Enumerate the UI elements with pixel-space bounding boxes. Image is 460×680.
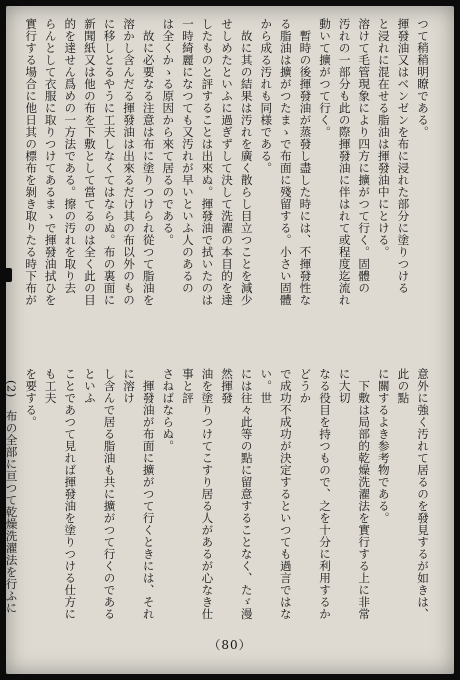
text-column: 動いて擴がつて行く。: [318, 18, 333, 138]
text-column: 揮發油又はベンゼンを布に浸れた部分に塗りつける: [396, 18, 411, 294]
text-column: せしめたといふに過ぎずして決して洗濯の本目的を達: [220, 18, 235, 306]
text-column: 的を達せん爲めの一方法である。擦の汚れを取り去: [63, 18, 78, 294]
text-column: ことであつて見れば揮發油を塗りつける仕方にも工夫: [43, 368, 78, 620]
text-column: 故に必要なる注意は布に塗りつけられ從つて脂油を: [141, 18, 156, 306]
text-column: を要する。: [24, 368, 39, 428]
text-column: なる役目を持つもので、之を十分に利用するかどうか: [298, 368, 333, 620]
text-column: 一時綺麗になつても又汚れが早いといふ人のあるの: [180, 18, 195, 294]
text-column: したものと評することは出來ぬ。揮發油で拭いたのは: [200, 18, 215, 306]
text-column: と浸れに混在せる脂油は揮發油中にとける。: [376, 18, 391, 258]
text-column: で成功不成功が決定するといつても過言ではない。世: [259, 368, 293, 620]
text-column: 油を塗りつけてこすり居る人があるが心なき仕事と評: [180, 368, 215, 620]
text-column: 溶かし含んだる揮發油は出來るだけ其の布以外のもの: [122, 18, 137, 306]
text-column: 意外に強く汚れて居るのを發見するが如きは、此の點: [396, 368, 430, 620]
text-column: には往々此等の點に留意することなく、たゞ漫然揮發: [220, 368, 254, 620]
text-column: らんとして衣服に取りつけてあるまゝで揮發油拭ひを: [43, 18, 58, 306]
text-column: し含んで居る脂油も共に擴がつて行くのであるといふ: [82, 368, 117, 620]
upper-text-block: [24, 18, 432, 330]
text-column: る脂油は擴がつたまゝで布面に殘留する。小さい固體: [278, 18, 293, 306]
text-column: つて稍稍明瞭である。: [416, 18, 430, 138]
text-column: に關するよき参考物である。: [376, 368, 391, 524]
page-number: （80）: [208, 638, 252, 652]
text-column: 實行する場合に他日其の標布を剝き取りたる時下布が: [24, 18, 39, 306]
page-edge-notch: [4, 268, 12, 282]
text-column: さねばならぬ。: [161, 368, 176, 452]
text-column: 新聞紙又は他の布を下敷として當てるのは全く此の目: [82, 18, 97, 306]
lower-text-block: [4, 368, 432, 630]
book-page: [6, 6, 454, 674]
text-column: 揮發油が布面に擴がつて行くときには、それに溶け: [122, 368, 156, 620]
text-column: 故に其の結果は汚れを廣く散らし目立つことを減少: [239, 18, 254, 306]
text-column: 暫時の後揮發油が蒸發し盡した時には、不揮發性な: [298, 18, 313, 306]
text-column: 溶けて毛管現象により四方に擴がつて行く。固體の: [357, 18, 372, 294]
text-column: 汚れの一部分も此の際揮發油に伴はれて或程度迄流れ: [337, 18, 352, 306]
text-column: 下敷は局部的乾燥洗濯法を實行する上に非常に大切: [337, 368, 372, 620]
text-column: から成る汚れも同様である。: [259, 18, 274, 174]
text-column: に移しとるやうに工夫しなくてはならぬ。布の裏面に: [102, 18, 117, 306]
text-column: は全くかゝる原因から來て居るのである。: [161, 18, 176, 246]
text-column: (2) 布の全部に亘つて乾燥洗濯法を行ふに: [4, 379, 19, 614]
